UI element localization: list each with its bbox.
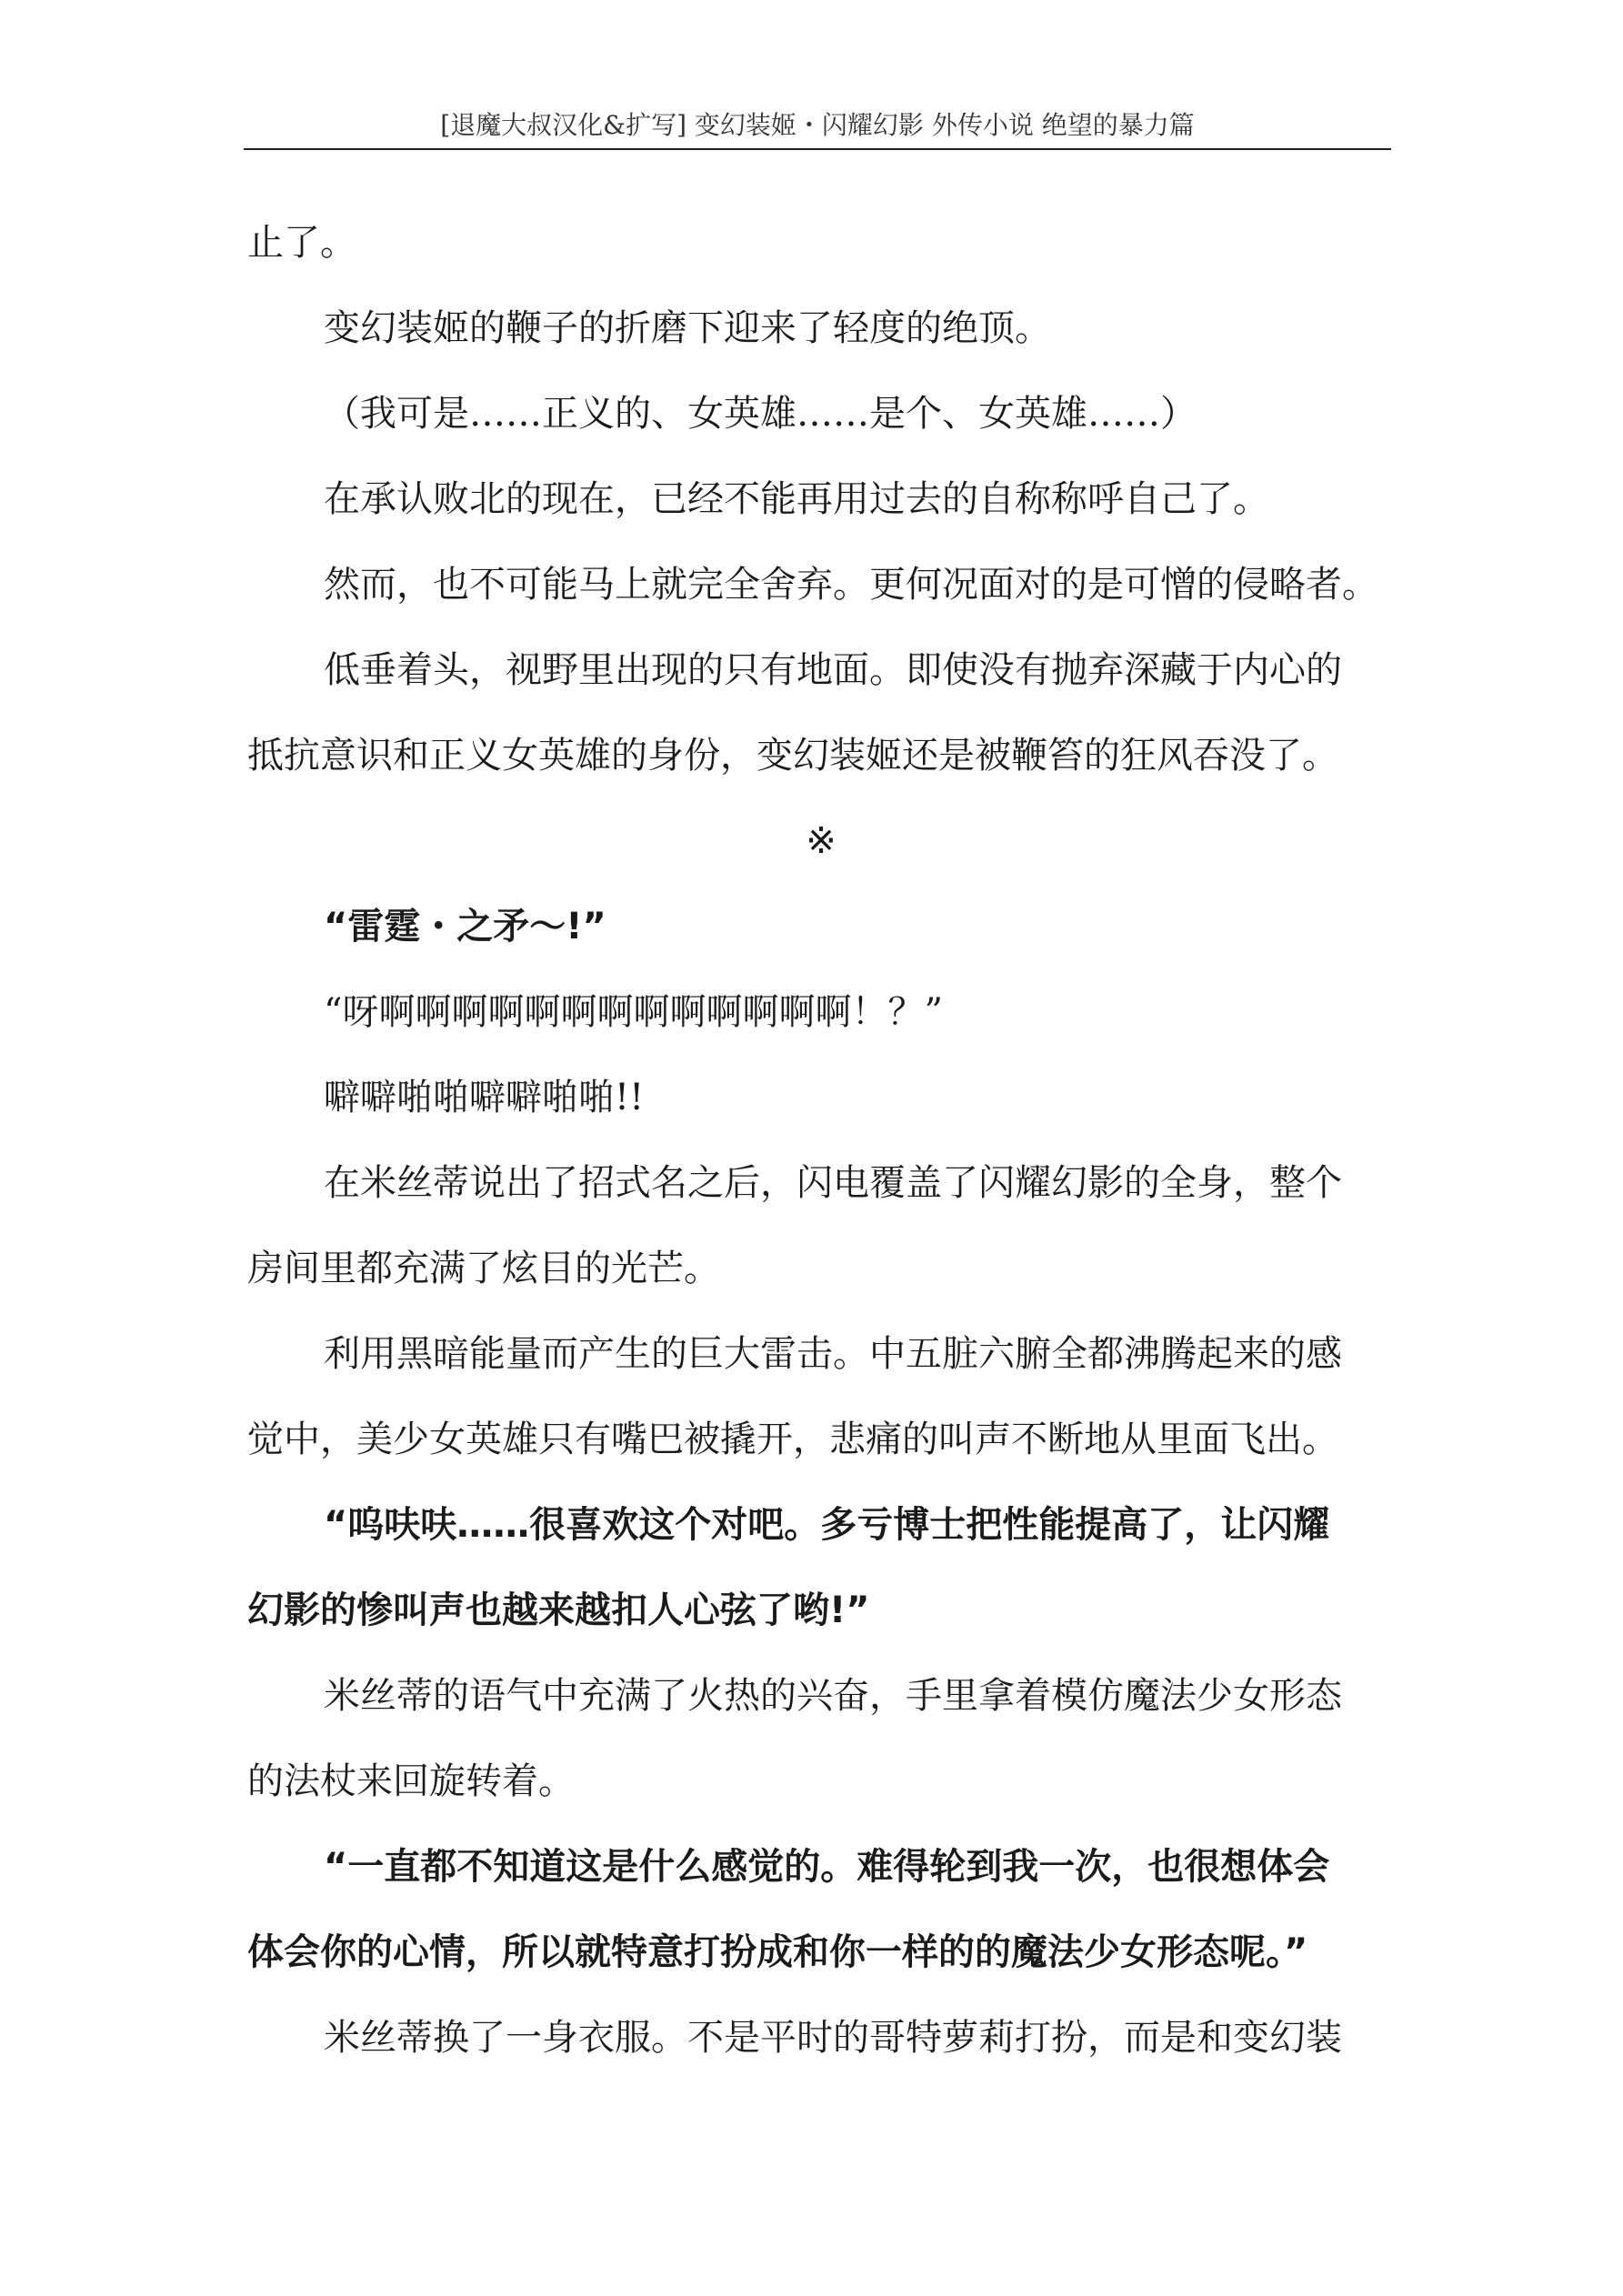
paragraph-line: 变幻装姬的鞭子的折磨下迎来了轻度的绝顶。: [324, 307, 1051, 349]
dialogue-line: “雷霆・之矛～!”: [324, 906, 606, 947]
dialogue-line: “呀啊啊啊啊啊啊啊啊啊啊啊啊啊！？”: [324, 991, 943, 1033]
paragraph-line: 然而，也不可能马上就完全舍弃。更何况面对的是可憎的侵略者。: [324, 564, 1378, 606]
paragraph-line: 在米丝蒂说出了招式名之后，闪电覆盖了闪耀幻影的全身，整个: [324, 1162, 1342, 1204]
header-rule: [244, 148, 1391, 150]
paragraph-line: 噼噼啪啪噼噼啪啪!!: [324, 1077, 645, 1118]
running-header: [退魔大叔汉化&扩写] 变幻装姬・闪耀幻影 外传小说 绝望的暴力篇: [440, 110, 1195, 140]
paragraph-line: 抵抗意识和正义女英雄的身份，变幻装姬还是被鞭笞的狂风吞没了。: [247, 735, 1338, 777]
paragraph-line: 利用黑暗能量而产生的巨大雷击。中五脏六腑全都沸腾起来的感: [324, 1333, 1342, 1375]
dialogue-line: “一直都不知道这是什么感觉的。难得轮到我一次，也很想体会: [324, 1846, 1330, 1888]
paragraph-line: 的法杖来回旋转着。: [247, 1760, 575, 1802]
paragraph-line: 觉中，美少女英雄只有嘴巴被撬开，悲痛的叫声不断地从里面飞出。: [247, 1419, 1338, 1460]
paragraph-line: 低垂着头，视野里出现的只有地面。即使没有抛弃深藏于内心的: [324, 649, 1342, 691]
paragraph-line: 止了。: [247, 222, 356, 264]
paragraph-line: 米丝蒂的语气中充满了火热的兴奋，手里拿着模仿魔法少女形态: [324, 1675, 1342, 1717]
body-text: [247, 200, 1395, 2080]
section-break-mark: ※: [806, 820, 837, 862]
paragraph-line: 米丝蒂换了一身衣服。不是平时的哥特萝莉打扮，而是和变幻装: [324, 2017, 1342, 2059]
dialogue-line: 体会你的心情，所以就特意打扮成和你一样的的魔法少女形态呢。”: [247, 1931, 1308, 1973]
paragraph-line: 在承认败北的现在，已经不能再用过去的自称称呼自己了。: [324, 478, 1269, 520]
paragraph-line: （我可是……正义的、女英雄……是个、女英雄……）: [324, 393, 1197, 435]
dialogue-line: “呜呋呋……很喜欢这个对吧。多亏博士把性能提高了，让闪耀: [324, 1504, 1330, 1546]
paragraph-line: 房间里都充满了炫目的光芒。: [247, 1248, 720, 1289]
dialogue-line: 幻影的惨叫声也越来越扣人心弦了哟!”: [247, 1589, 870, 1631]
